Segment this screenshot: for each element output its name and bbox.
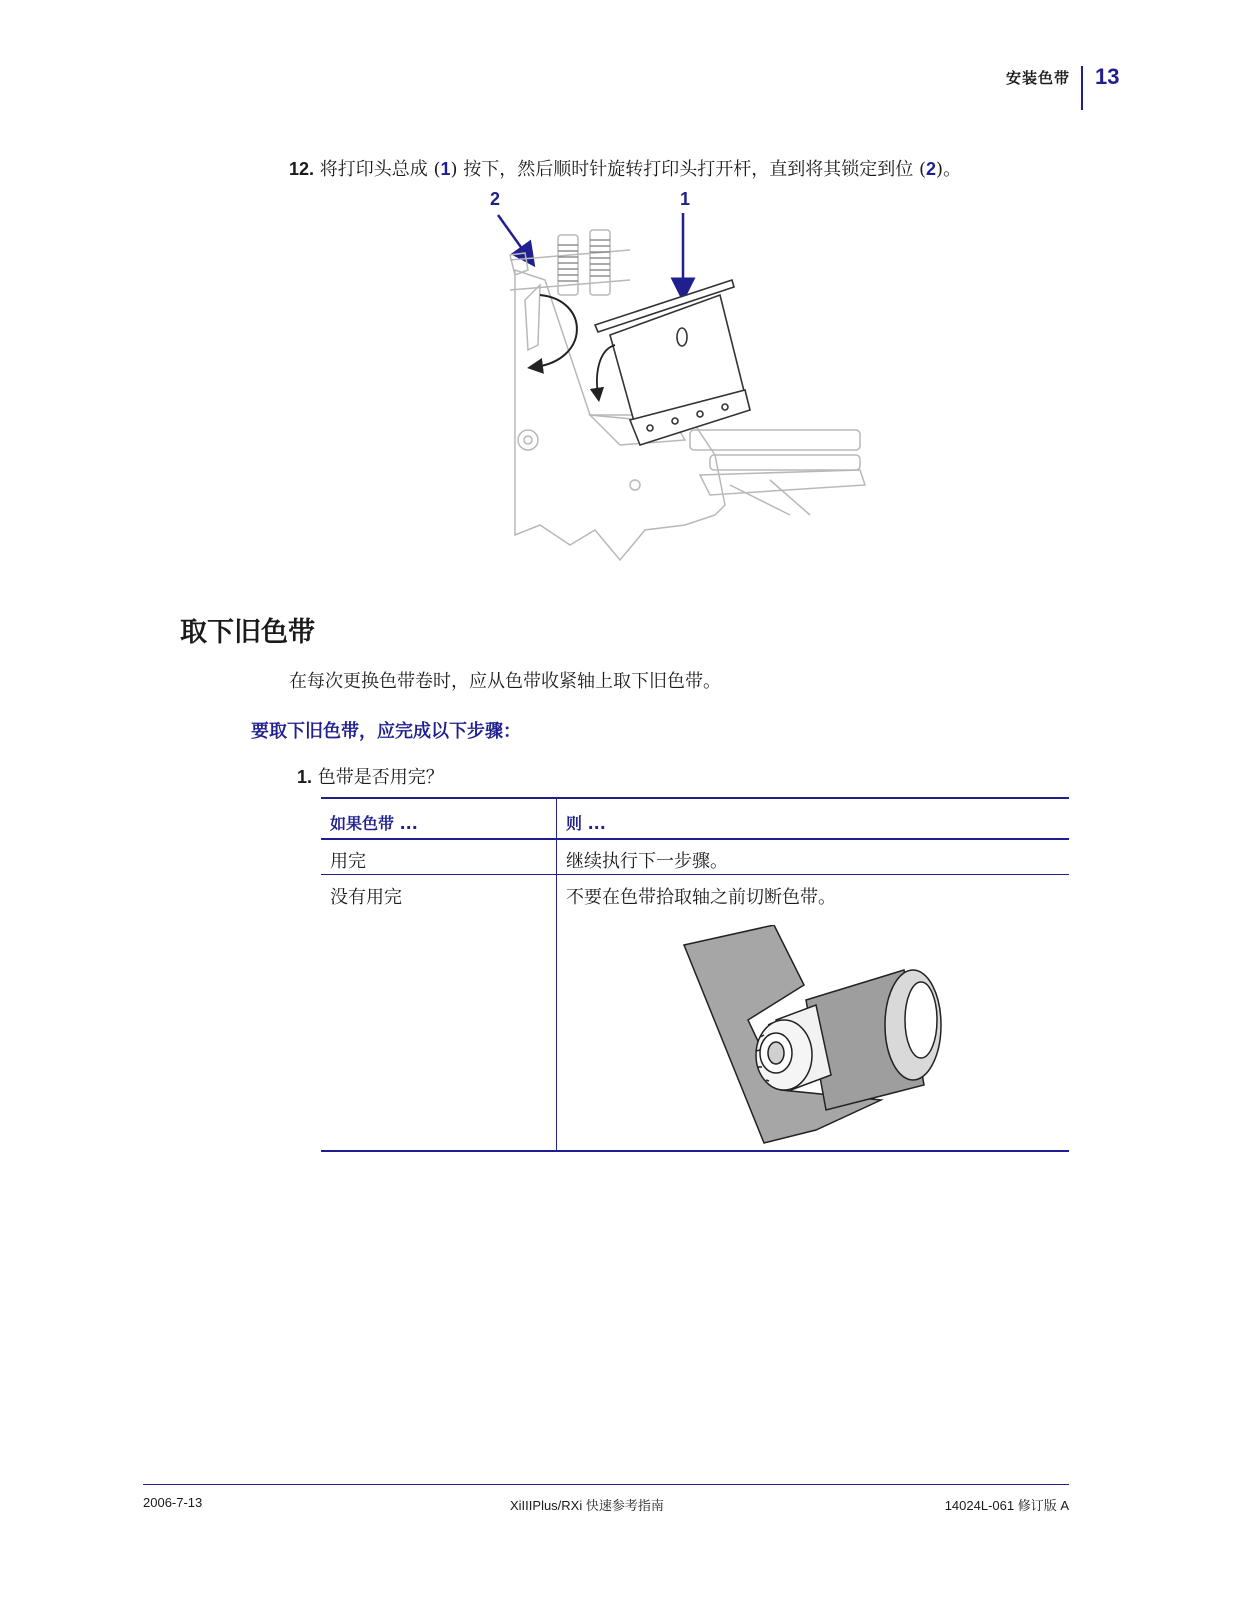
footer-title: XiIIIPlus/RXi 快速参考指南 <box>510 1498 664 1513</box>
step-12 <box>289 155 961 181</box>
callout-2: 2 <box>490 189 501 209</box>
spindle-center <box>768 1042 784 1064</box>
roll-core <box>905 982 937 1058</box>
callout-1: 1 <box>680 189 691 209</box>
table-cell: 不要在色带拾取轴之前切断色带。 <box>566 887 836 908</box>
pressure-springs <box>558 240 610 281</box>
footer-doc-id: 14024L-061 修订版 A <box>944 1498 1069 1513</box>
table-cell: 用完 <box>330 851 366 872</box>
table-row-rule <box>321 874 1069 875</box>
step-1 <box>297 763 444 789</box>
table-bottom-rule <box>321 1150 1069 1152</box>
table-header-then: 则 ... <box>566 814 606 833</box>
table-header-if: 如果色带 ... <box>330 814 418 833</box>
header-divider <box>1081 66 1083 110</box>
step-text-part: 将打印头总成 ( <box>319 159 441 180</box>
step-text: 色带是否用完？ <box>317 767 444 788</box>
procedure-heading: 要取下旧色带，应完成以下步骤： <box>251 721 521 742</box>
step-text-part: ) 按下，然后顺时针旋转打印头打开杆，直到将其锁定到位 ( <box>450 159 927 180</box>
step-text-part: )。 <box>936 159 962 180</box>
footer-date: 2006-7-13 <box>143 1495 203 1510</box>
printhead-illustration <box>470 185 890 585</box>
callout-ref: 1 <box>440 159 451 179</box>
footer-rule <box>143 1484 1069 1485</box>
table-cell: 没有用完 <box>330 887 402 908</box>
step-number: 12. <box>289 159 315 179</box>
press-down-arrow <box>597 345 615 395</box>
page-number: 13 <box>1095 64 1120 89</box>
callout-2-arrow <box>498 215 528 257</box>
ribbon-spindle-illustration <box>676 925 956 1145</box>
header-section-title: 安装色带 <box>1005 69 1070 87</box>
table-header-rule <box>321 838 1069 840</box>
intro-paragraph: 在每次更换色带卷时，应从色带收紧轴上取下旧色带。 <box>289 671 721 692</box>
table-column-divider <box>556 799 557 1150</box>
table-top-rule <box>321 797 1069 799</box>
section-title: 取下旧色带 <box>180 617 315 648</box>
callout-ref: 2 <box>926 159 937 179</box>
step-number: 1. <box>297 767 313 787</box>
table-cell: 继续执行下一步骤。 <box>566 851 728 872</box>
printhead-assembly <box>595 280 750 445</box>
